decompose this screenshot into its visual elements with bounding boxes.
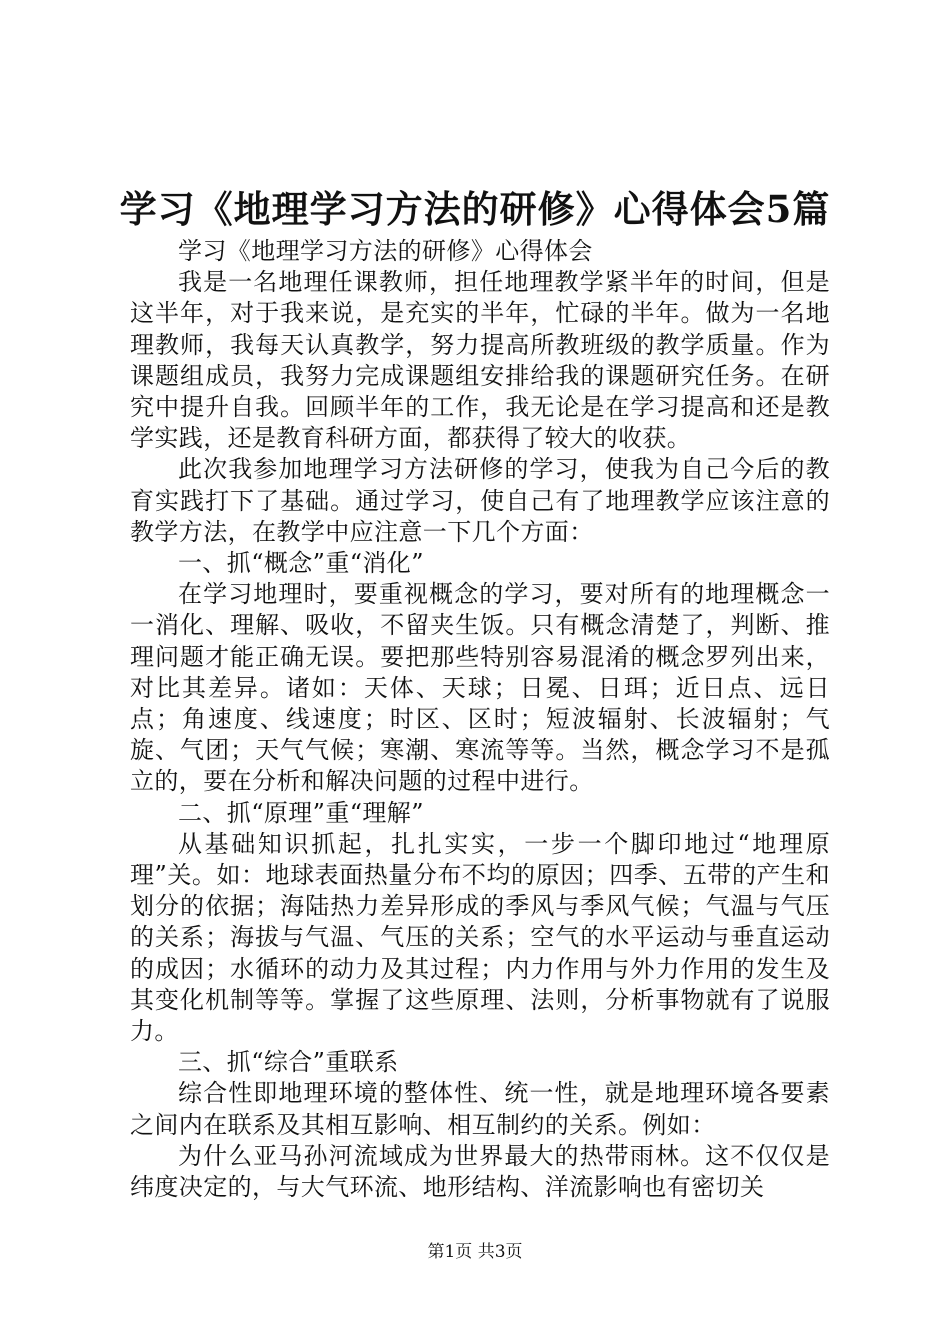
page-indicator: 第1页 共3页 xyxy=(427,1242,523,1262)
section-heading-2: 二、抓“原理”重“理解” xyxy=(178,798,424,827)
page-footer xyxy=(0,1240,950,1264)
paragraph-subtitle: 学习《地理学习方法的研修》心得体会 xyxy=(178,237,593,265)
document-body xyxy=(130,236,830,1203)
section-heading-1: 一、抓“概念”重“消化” xyxy=(178,549,424,578)
paragraph-overview: 此次我参加地理学习方法研修的学习，使我为自己今后的教育实践打下了基础。通过学习，使自己有了地理教学应该注意的教学方法，在教学中应注意一下几个方面： xyxy=(130,455,830,546)
section-heading-3: 三、抓“综合”重联系 xyxy=(178,1048,399,1077)
paragraph-intro: 我是一名地理任课教师，担任地理教学紧半年的时间，但是这半年，对于我来说，是充实的半年，忙碌的半年。做为一名地理教师，我每天认真教学，努力提高所教班级的教学质量。作为课题组成员，我努力完成课题组安排给我的课题研究任务。在研究中提升自我。回顾半年的工作，我无论是在学习提高和还是教学实践，还是教育科研方面，都获得了较大的收获。 xyxy=(130,268,830,453)
paragraph-section-3: 综合性即地理环境的整体性、统一性，就是地理环境各要素之间内在联系及其相互影响、相互制约的关系。例如： xyxy=(130,1079,830,1139)
document-title: 学习《地理学习方法的研修》心得体会5篇 xyxy=(119,187,831,231)
paragraph-example: 为什么亚马孙河流域成为世界最大的热带雨林。这不仅仅是纬度决定的，与大气环流、地形结构、洋流影响也有密切关 xyxy=(130,1141,830,1202)
paragraph-section-2: 从基础知识抓起，扎扎实实，一步一个脚印地过“地理原理”关。如：地球表面热量分布不均的原因；四季、五带的产生和划分的依据；海陆热力差异形成的季风与季风气候；气温与气压的关系；海拔与气温、气压的关系；空气的水平运动与垂直运动的成因；水循环的动力及其过程；内力作用与外力作用的发生及其变化机制等等。掌握了这些原理、法则，分析事物就有了说服力。 xyxy=(130,829,830,1046)
paragraph-section-1: 在学习地理时，要重视概念的学习，要对所有的地理概念一一消化、理解、吸收，不留夹生饭。只有概念清楚了，判断、推理问题才能正确无误。要把那些特别容易混淆的概念罗列出来，对比其差异。诸如：天体、天球；日冕、日珥；近日点、远日点；角速度、线速度；时区、区时；短波辐射、长波辐射；气旋、气团；天气气候；寒潮、寒流等等。当然，概念学习不是孤立的，要在分析和解决问题的过程中进行。 xyxy=(130,580,830,796)
